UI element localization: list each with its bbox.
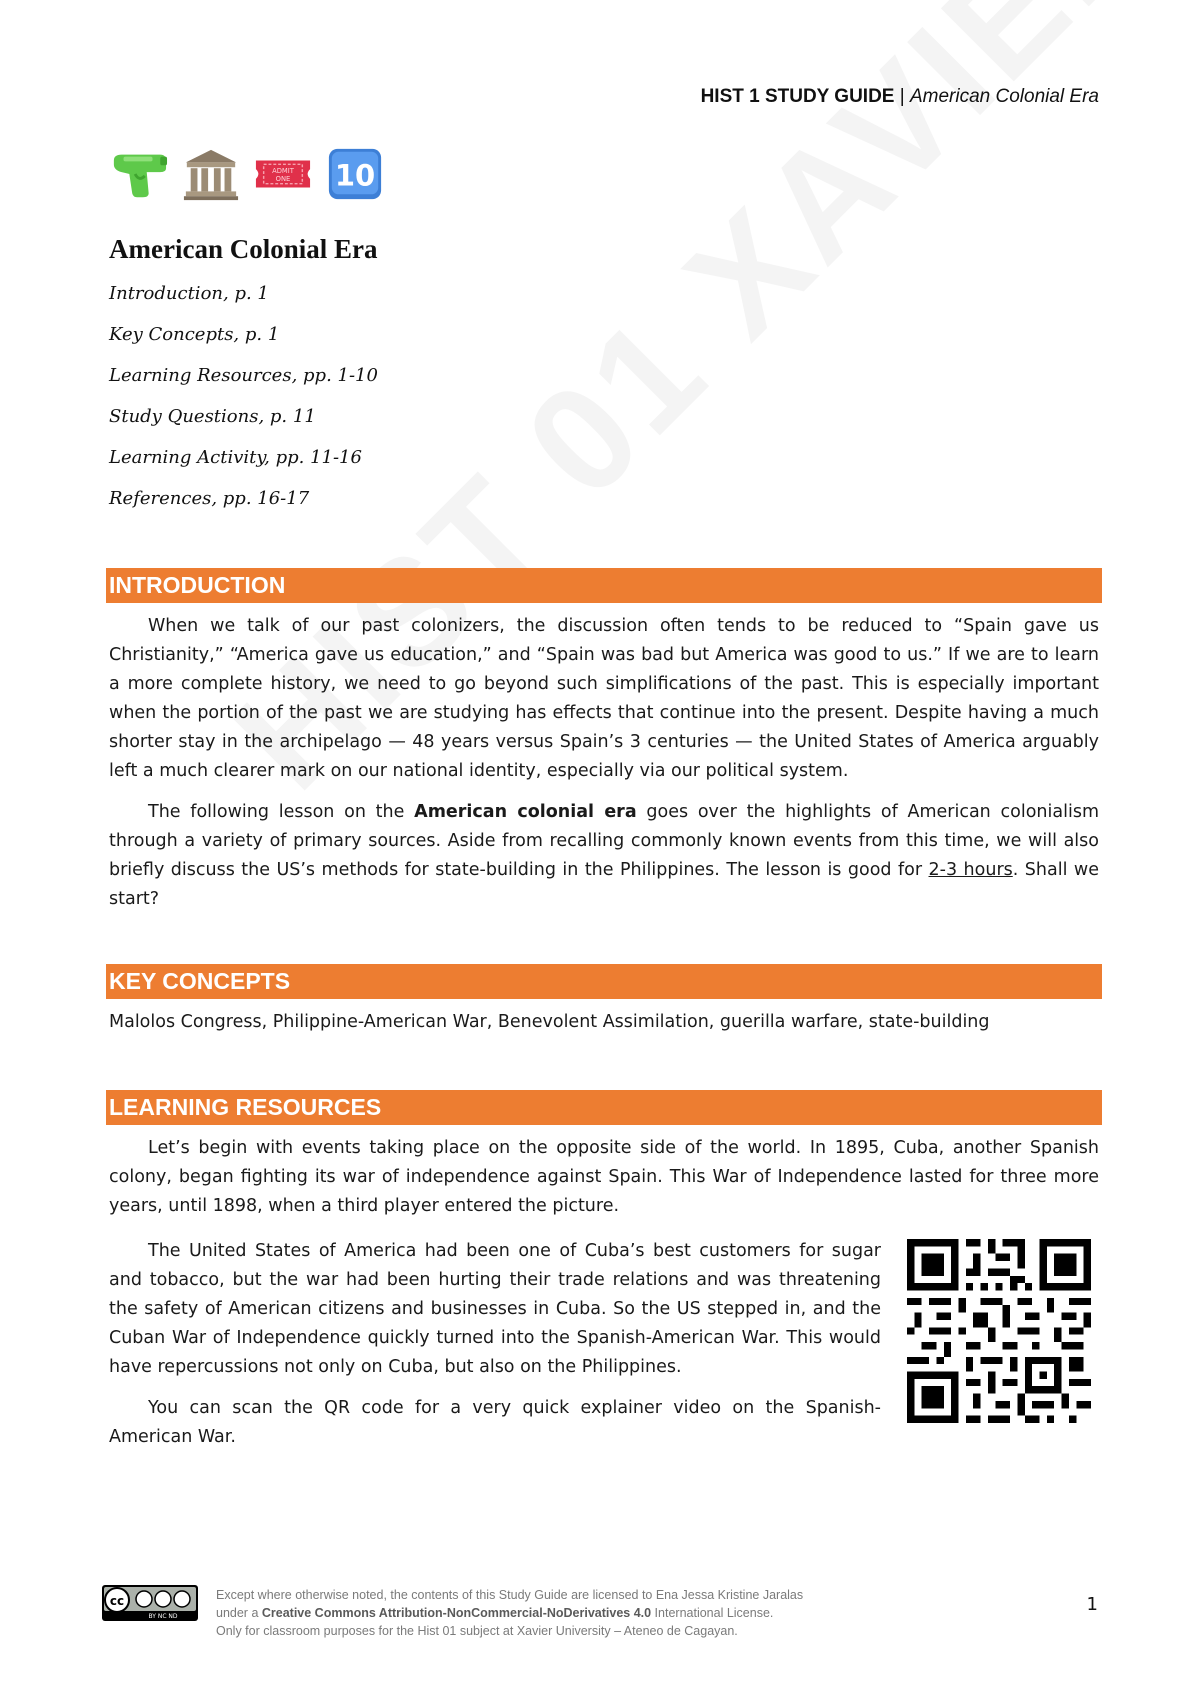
- text-span: . Shall we start?: [109, 860, 1099, 909]
- introduction-body: [109, 612, 1099, 926]
- toc-item: References, pp. 16-17: [109, 488, 310, 509]
- license-link[interactable]: Creative Commons Attribution-NonCommercial-NoDerivatives 4.0: [261, 1606, 652, 1620]
- section-heading-key-concepts: KEY CONCEPTS: [106, 964, 1102, 999]
- introduction-paragraph: When we talk of our past colonizers, the discussion often tends to be reduced to “Spain gave us Christianity,” “America gave us education,” and “Spain was bad but America was good to us.” If we are to learn a more complete history, we need to go beyond such simplifications of the past. This is especially important when the portion of the past we are studying has effects that continue into the present. Despite having a much shorter stay in the archipelago — 48 years versus Spain’s 3 centuries — the United States of America arguably left a much clearer mark on our national identity, especially via our political system.: [109, 616, 1099, 781]
- toc-item: Learning Resources, pp. 1-10: [109, 365, 378, 386]
- license-line: Only for classroom purposes for the Hist 01 subject at Xavier University – Ateneo de Cagayan.: [216, 1624, 738, 1638]
- bold-term: American colonial era: [414, 802, 637, 822]
- emoji-row: [110, 146, 384, 202]
- svg-text:ADMIT: ADMIT: [272, 167, 294, 176]
- table-of-contents: [109, 282, 378, 528]
- license-line: [216, 1604, 803, 1622]
- cc-terms: BY NC ND: [148, 1613, 178, 1620]
- header-separator: |: [894, 86, 910, 107]
- water-pistol-icon: [110, 146, 168, 202]
- section-heading-introduction: INTRODUCTION: [106, 568, 1102, 603]
- qr-code[interactable]: [907, 1239, 1091, 1423]
- toc-item: Study Questions, p. 11: [109, 406, 316, 427]
- svg-text:10: 10: [334, 158, 376, 193]
- admission-ticket-icon: [254, 146, 312, 202]
- key-concepts-body: [109, 1008, 1099, 1049]
- page-title: American Colonial Era: [109, 234, 378, 264]
- duration-underlined: 2-3 hours: [928, 860, 1013, 880]
- license-line: Except where otherwise noted, the contents of this Study Guide are licensed to Ena Jessa Kristine Jaralas: [216, 1588, 804, 1602]
- text-span: International License.: [651, 1606, 774, 1620]
- text-span: goes over the highlights of American colonialism through a variety of primary sources. Aside from recalling commonly known events from this time, we will also briefly discuss the US’s methods for state-building in the Philippines. The lesson is good for: [109, 802, 1099, 880]
- section-heading-learning-resources: LEARNING RESOURCES: [106, 1090, 1102, 1125]
- creative-commons-badge[interactable]: [102, 1585, 198, 1621]
- cc-label: cc: [109, 1594, 125, 1608]
- page-number: 1: [1086, 1594, 1098, 1615]
- classical-building-icon: [182, 146, 240, 202]
- svg-text:ONE: ONE: [275, 174, 291, 183]
- running-header: [701, 86, 1099, 108]
- toc-item: Key Concepts, p. 1: [109, 324, 280, 345]
- key-concepts-list: Malolos Congress, Philippine-American War, Benevolent Assimilation, guerilla warfare, state-building: [109, 1012, 990, 1032]
- introduction-paragraph: [109, 798, 1099, 914]
- header-course: HIST 1 STUDY GUIDE: [700, 86, 895, 107]
- learning-resources-paragraph: You can scan the QR code for a very quick explainer video on the Spanish-American War.: [109, 1398, 881, 1447]
- learning-resources-body-wrap: [109, 1237, 881, 1464]
- toc-item: Learning Activity, pp. 11-16: [109, 447, 362, 468]
- learning-resources-paragraph: Let’s begin with events taking place on the opposite side of the world. In 1895, Cuba, another Spanish colony, began fighting its war of independence against Spain. This War of Independence lasted for three more years, until 1898, when a third player entered the picture.: [109, 1138, 1099, 1216]
- license-notice: [216, 1586, 803, 1640]
- header-topic: American Colonial Era: [909, 86, 1099, 107]
- toc-item: Introduction, p. 1: [109, 283, 269, 304]
- text-span: under a: [216, 1606, 262, 1620]
- learning-resources-paragraph: The United States of America had been one of Cuba’s best customers for sugar and tobacco, but the war had been hurting their trade relations and was threatening the safety of American citizens and businesses in Cuba. So the US stepped in, and the Cuban War of Independence quickly turned into the Spanish-American War. This would have repercussions not only on Cuba, but also on the Philippines.: [109, 1241, 881, 1377]
- keycap-ten-icon: [326, 146, 384, 202]
- text-span: The following lesson on the: [148, 802, 415, 822]
- learning-resources-body-top: [109, 1134, 1099, 1233]
